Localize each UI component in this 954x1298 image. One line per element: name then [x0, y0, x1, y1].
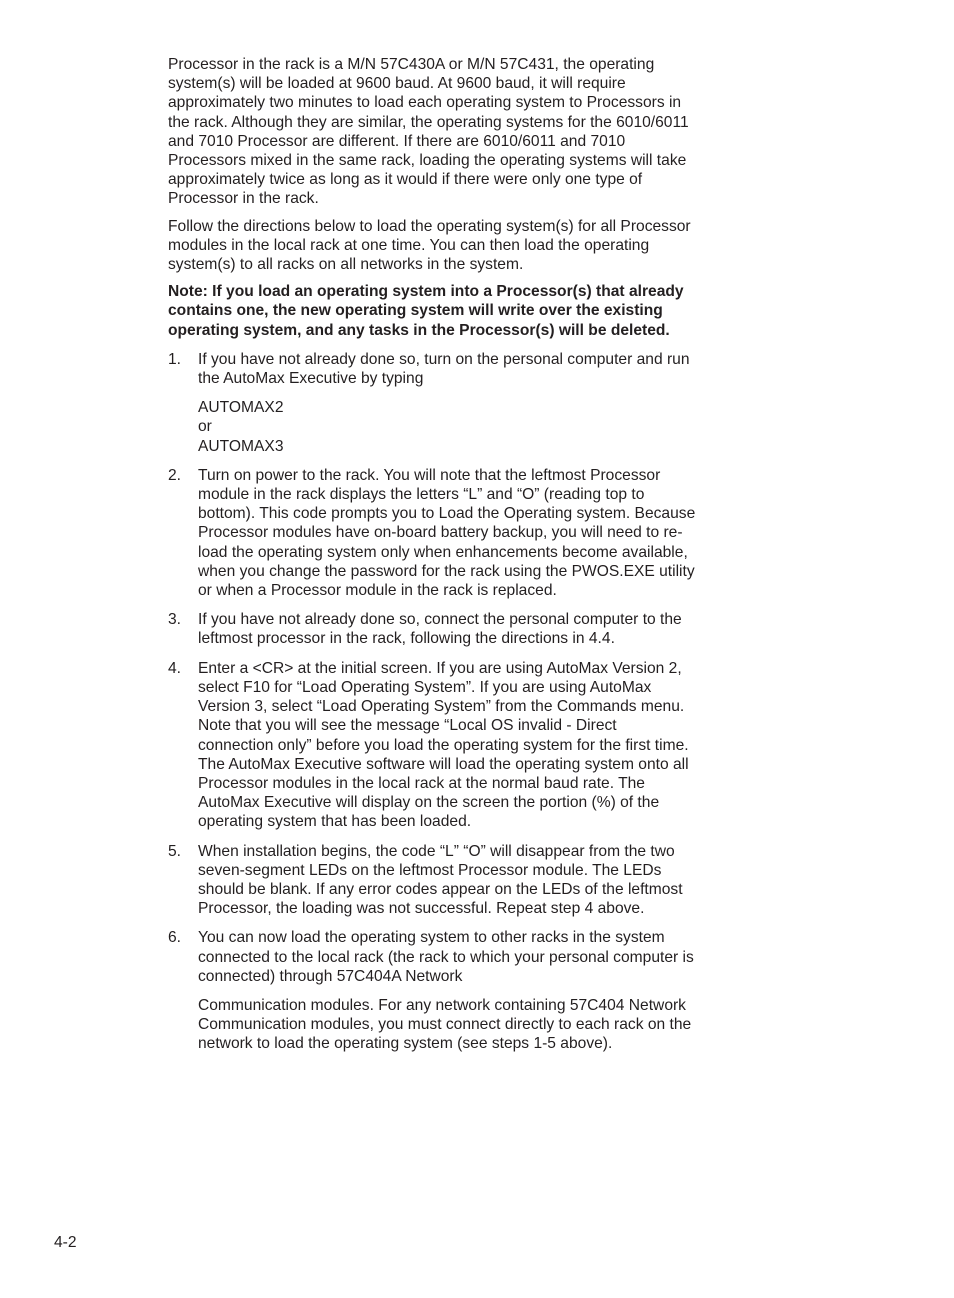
command-block [198, 398, 696, 456]
step-text: If you have not already done so, connect the personal computer to the leftmost processor in the rack, following the directions in 4.4. [198, 611, 682, 648]
command-or: or [198, 418, 212, 436]
step-6 [168, 928, 696, 1053]
step-number: 3. [168, 611, 182, 629]
command-automax2: AUTOMAX2 [198, 399, 284, 417]
step-3 [168, 610, 696, 648]
step-number: 5. [168, 842, 182, 860]
page-number: 4-2 [54, 1234, 77, 1251]
step-number: 6. [168, 929, 182, 947]
step-number: 1. [168, 350, 182, 368]
document-body [168, 55, 696, 1064]
step-text: You can now load the operating system to other racks in the system connected to the local rack (the rack to which your personal computer is connected) through 57C404A Network [198, 929, 694, 985]
step-text: Turn on power to the rack. You will note that the leftmost Processor module in the rack displays the letters “L” and “O” (reading top to bottom). This code prompts you to Load the Operating system. Because Processor modules have on-board battery backup, you will need to re-load the operating system only when enhancements become available, when you change the password for the rack using the PWOS.EXE utility or when a Processor module in the rack is replaced. [198, 466, 696, 600]
warning-note: Note: If you load an operating system into a Processor(s) that already contains one, the new operating system will write over the existing operating system, and any tasks in the Processor(s) will be deleted. [168, 283, 684, 339]
procedure-steps [168, 350, 696, 1054]
step-number: 4. [168, 659, 182, 677]
step-text: Enter a <CR> at the initial screen. If you are using AutoMax Version 2, select F10 for “Load Operating System”. If you are using AutoMax Version 3, select “Load Operating System” from the Commands menu. Note that you will see the message “Local OS invalid - Direct connection only” before you load the operating system for the first time. The AutoMax Executive software will load the operating system onto all Processor modules in the local rack at the normal baud rate. The AutoMax Executive will display on the screen the portion (%) of the operating system that has been loaded. [198, 659, 689, 831]
step-text: If you have not already done so, turn on the personal computer and run the AutoMax Executive by typing [198, 350, 690, 388]
step-4 [168, 659, 696, 832]
command-automax3: AUTOMAX3 [198, 437, 284, 455]
intro-paragraph-2: Follow the directions below to load the operating system(s) for all Processor modules in the local rack at one time. You can then load the operating system(s) to all racks on all networks in the system. [168, 217, 691, 274]
intro-paragraph-1: Processor in the rack is a M/N 57C430A or M/N 57C431, the operating system(s) will be loaded at 9600 baud. At 9600 baud, it will require approximately two minutes to load each operating system to Processors in the rack. Although they are similar, the operating systems for the 6010/6011 and 7010 Processor are different. If there are 6010/6011 and 7010 Processors mixed in the same rack, loading the operating systems will take approximately twice as long as it would if there were only one type of Processor in the rack. [168, 56, 689, 208]
step-1 [168, 350, 696, 456]
step-5 [168, 842, 696, 919]
step-text: When installation begins, the code “L” “O” will disappear from the two seven-segment LEDs on the leftmost Processor module. The LEDs should be blank. If any error codes appear on the LEDs of the leftmost Processor, the loading was not successful. Repeat step 4 above. [198, 842, 683, 918]
step-continuation: Communication modules. For any network containing 57C404 Network Communication modules, you must connect directly to each rack on the network to load the operating system (see steps 1-5 above). [198, 996, 692, 1053]
step-2 [168, 466, 696, 600]
step-number: 2. [168, 466, 182, 484]
